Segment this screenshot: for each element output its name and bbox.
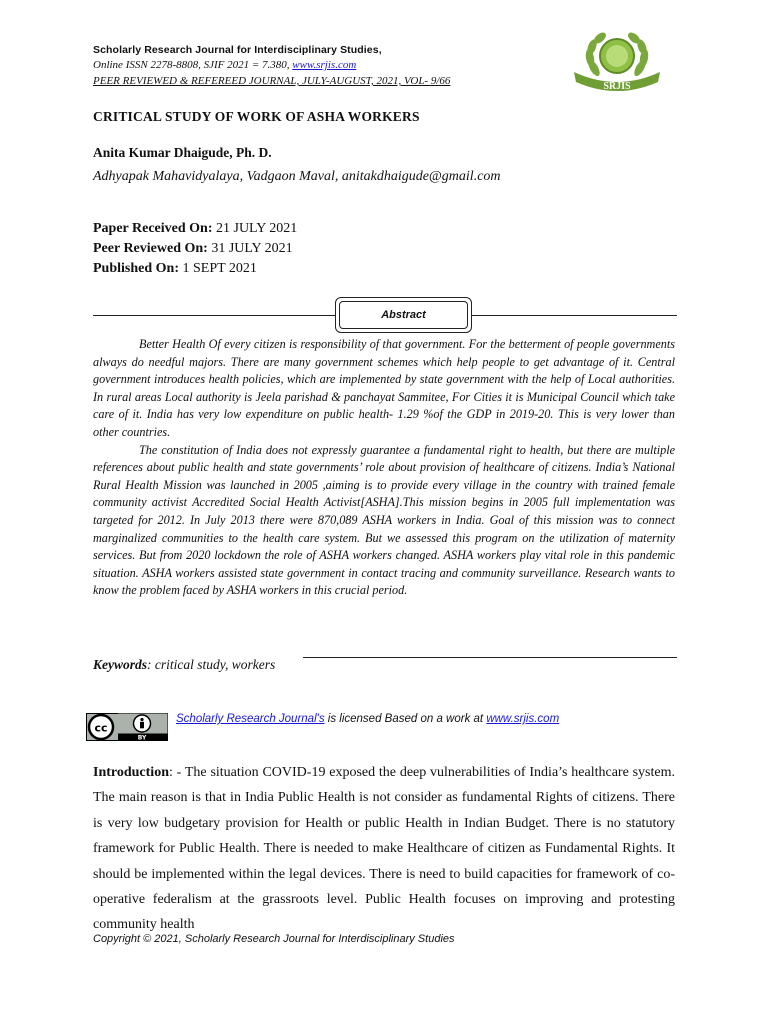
logo-text: SRJIS (603, 81, 631, 92)
author-name: Anita Kumar Dhaigude, Ph. D. (93, 145, 272, 160)
introduction-text: : - The situation COVID-19 exposed the deep vulnerabilities of India’s healthcare system. The main reason is that in India Public Health is not consider as fundamental Rights of citizens. There is very low budgetary provision for Health or public Health in Indian Budget. There is no statutory framework for Public Health. There is needed to make Healthcare of citizen as Fundamental Rights. It should be implemented within the legal devices. There is need to build capacities for framework of co-operative federalism at the grassroots level. Public Health focuses on improving and protesting community health (93, 765, 675, 933)
published-date: Published On: 1 SEPT 2021 (93, 261, 257, 276)
abstract-heading: Abstract (339, 301, 468, 329)
received-date: Paper Received On: 21 JULY 2021 (93, 221, 298, 236)
abstract-body (93, 336, 675, 600)
keywords-divider (303, 657, 677, 658)
paper-title: CRITICAL STUDY OF WORK OF ASHA WORKERS (93, 109, 420, 124)
abstract-paragraph-2: The constitution of India does not expressly guarantee a fundamental right to health, but there are multiple references about public health and state governments’ role about provision of healthcare of citizens. India’s National Rural Health Mission was launched in 2005 ,aiming is to provide every village in the country with trained female community activist Accredited Social Health Activist[ASHA].This mission begins in 2005 full implementation was targeted for 2012. In July 2013 there were 870,089 ASHA workers in India. Goal of this mission was to connect marginalized communities to the health care system. But we assessed this program on the utilization of maternity services. But from 2020 lockdown the role of ASHA workers changed. ASHA workers play vital role in this pandemic situation. ASHA workers assisted state government in contact tracing and community surveillance. Research wants to know the problem faced by ASHA workers in this crucial period. (93, 442, 675, 598)
issn-text: Online ISSN 2278-8808, SJIF 2021 = 7.380, (93, 59, 293, 71)
journal-logo (572, 28, 662, 100)
cc-badge-label: BY (137, 734, 147, 741)
license-text: is licensed Based on a work at (324, 713, 487, 725)
divider-right (472, 315, 677, 316)
issn-line (93, 59, 356, 71)
svg-text:cc: cc (94, 721, 108, 735)
peer-review-line: PEER REVIEWED & REFEREED JOURNAL, JULY-AUGUST, 2021, VOL- 9/66 (93, 75, 451, 87)
license-line (176, 713, 559, 725)
abstract-paragraph-1: Better Health Of every citizen is responsibility of that government. For the betterment of people governments always do needful majors. There are many government schemes which help people to get advantage of it. Central government introduces health policies, which are implemented by state government with the help of Local authorities. In rural areas Local authority is Jeela parishad & panchayat Sammitee, For Cities it is Municipal Council which take care of it. India has very low expenditure on public health- 1.29 %of the GDP in 2019-20. This is very lower than other countries. (93, 337, 675, 439)
website-link[interactable]: www.srjis.com (292, 59, 357, 71)
introduction-paragraph (93, 760, 675, 938)
divider-left (93, 315, 335, 316)
journal-license-link[interactable]: Scholarly Research Journal's (176, 713, 325, 725)
author-affiliation: Adhyapak Mahavidyalaya, Vadgaon Maval, anitakdhaigude@gmail.com (93, 169, 501, 184)
license-site-link[interactable]: www.srjis.com (486, 713, 560, 725)
abstract-heading-box (335, 297, 472, 333)
journal-name: Scholarly Research Journal for Interdisciplinary Studies, (93, 44, 382, 56)
reviewed-date: Peer Reviewed On: 31 JULY 2021 (93, 241, 293, 256)
keywords (93, 657, 275, 673)
keywords-label: Keywords (93, 657, 147, 672)
paper-dates (93, 219, 297, 279)
keywords-value: : critical study, workers (147, 657, 276, 672)
copyright-footer: Copyright © 2021, Scholarly Research Journal for Interdisciplinary Studies (93, 933, 455, 945)
cc-by-license-icon[interactable] (86, 713, 168, 741)
introduction-label: Introduction (93, 765, 169, 780)
